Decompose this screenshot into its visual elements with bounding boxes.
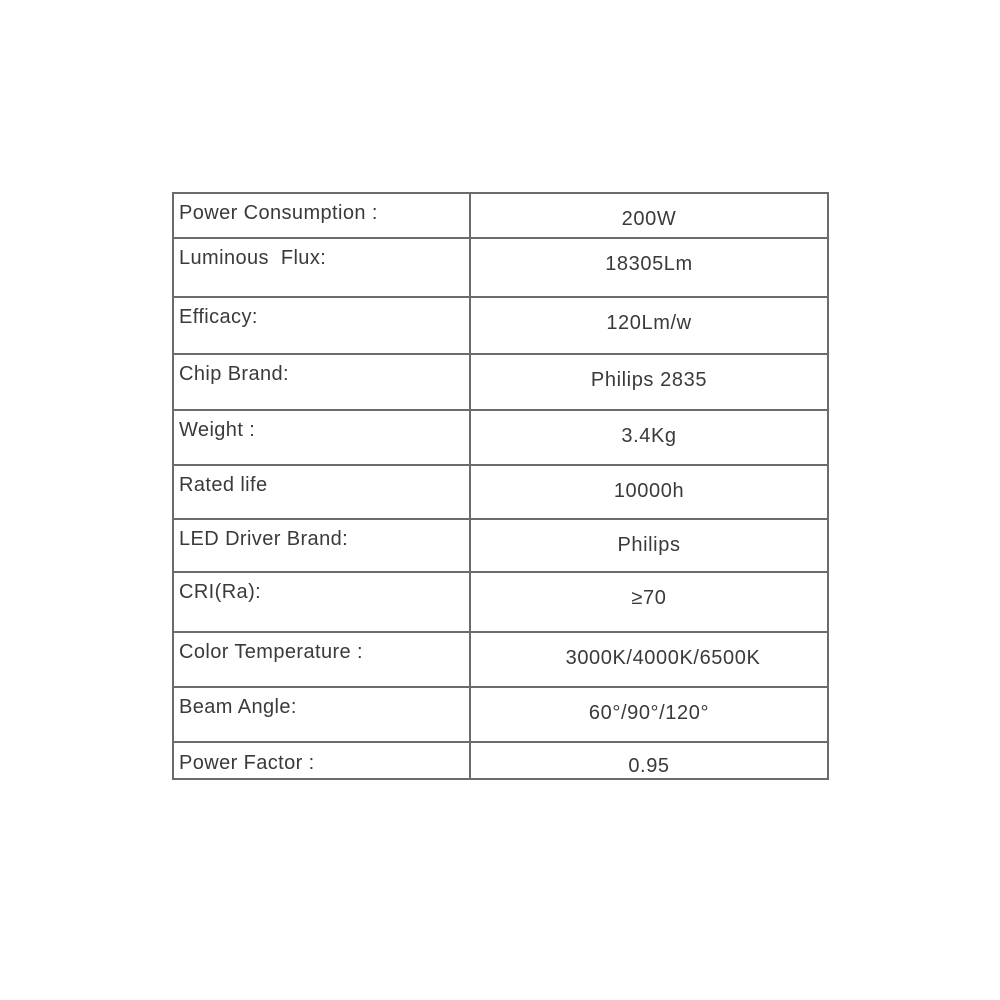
- spec-label: Rated life: [179, 474, 268, 496]
- spec-label-cell: [173, 572, 470, 632]
- spec-label-cell: [173, 238, 470, 297]
- table-row: [173, 297, 828, 354]
- spec-value: 0.95: [628, 755, 670, 777]
- spec-value-cell: [470, 193, 828, 238]
- spec-label-cell: [173, 465, 470, 519]
- spec-value: ≥70: [631, 587, 667, 609]
- spec-label: Power Factor :: [179, 752, 315, 774]
- table-row: [173, 238, 828, 297]
- spec-value-cell: [470, 297, 828, 354]
- spec-value: 10000h: [613, 480, 685, 502]
- spec-value-cell: [470, 354, 828, 410]
- spec-value: 18305Lm: [605, 253, 693, 275]
- spec-label-cell: [173, 742, 470, 779]
- spec-label-cell: [173, 410, 470, 465]
- spec-value: Philips: [617, 534, 681, 556]
- spec-value-cell: [470, 238, 828, 297]
- table-row: [173, 519, 828, 572]
- spec-label-cell: [173, 354, 470, 410]
- spec-label: Weight :: [179, 419, 256, 441]
- table-row: [173, 572, 828, 632]
- spec-value-cell: [470, 572, 828, 632]
- table-row: [173, 410, 828, 465]
- spec-value-cell: [470, 465, 828, 519]
- spec-label: Luminous Flux:: [179, 247, 327, 269]
- spec-label: Power Consumption :: [179, 202, 378, 224]
- spec-value: 3000K/4000K/6500K: [565, 647, 761, 669]
- table-row: [173, 687, 828, 742]
- spec-label: CRI(Ra):: [179, 581, 262, 603]
- spec-label-cell: [173, 519, 470, 572]
- spec-label-cell: [173, 632, 470, 687]
- spec-label: Beam Angle:: [179, 696, 297, 718]
- spec-value-cell: [470, 410, 828, 465]
- spec-label-cell: [173, 687, 470, 742]
- table-row: [173, 354, 828, 410]
- spec-value: 120Lm/w: [606, 312, 692, 334]
- spec-label: Color Temperature :: [179, 641, 363, 663]
- spec-value-cell: [470, 519, 828, 572]
- spec-value: 60°/90°/120°: [588, 702, 710, 724]
- spec-label: Efficacy:: [179, 306, 258, 328]
- spec-value-cell: [470, 742, 828, 779]
- spec-label: Chip Brand:: [179, 363, 290, 385]
- table-row: [173, 193, 828, 238]
- spec-value-cell: [470, 687, 828, 742]
- spec-label-cell: [173, 193, 470, 238]
- table-row: [173, 465, 828, 519]
- spec-label-cell: [173, 297, 470, 354]
- spec-value: Philips 2835: [590, 369, 708, 391]
- table-row: [173, 632, 828, 687]
- spec-value: 3.4Kg: [621, 425, 677, 447]
- table-row: [173, 742, 828, 779]
- spec-value: 200W: [621, 208, 677, 230]
- spec-value-cell: [470, 632, 828, 687]
- spec-table: [172, 192, 829, 780]
- spec-label: LED Driver Brand:: [179, 528, 349, 550]
